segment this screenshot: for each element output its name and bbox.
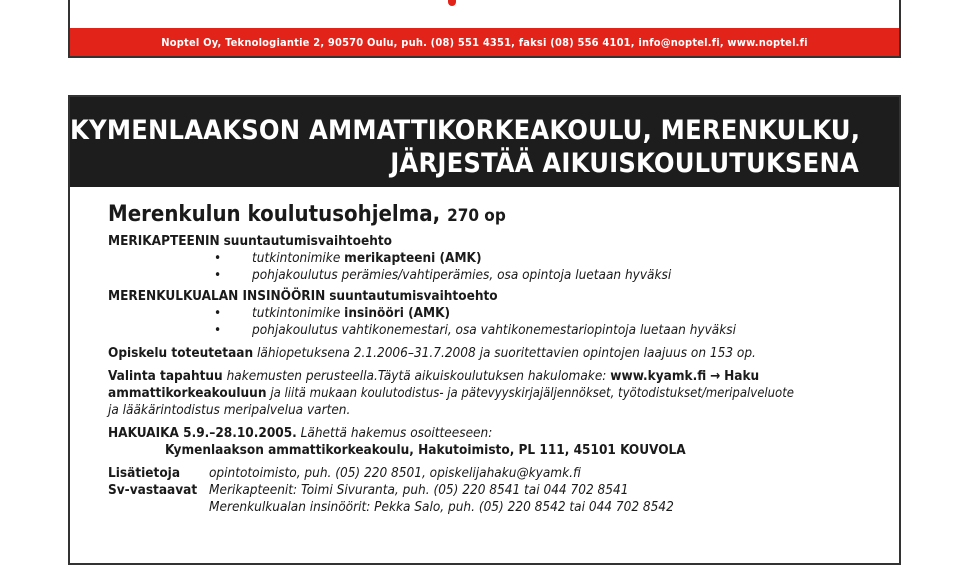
bullet-icon: • xyxy=(214,305,222,321)
captain-prerequisite-item: • pohjakoulutus perämies/vahtiperämies, osa opintoja luetaan hyväksi xyxy=(214,267,672,283)
headline-line-2: JÄRJESTÄÄ AIKUISKOULUTUKSENA xyxy=(390,148,859,179)
application-address: Kymenlaakson ammattikorkeakoulu, Hakutoimisto, PL 111, 45101 KOUVOLA xyxy=(165,442,686,458)
contact-info xyxy=(108,465,879,516)
contact-row: Merenkulkualan insinöörit: Pekka Salo, puh. (05) 220 8542 tai 044 702 8542 xyxy=(209,499,674,515)
arrow-right-icon: → xyxy=(710,368,721,384)
contact-row: Sv-vastaavat Merikapteenit: Toimi Sivuranta, puh. (05) 220 8541 tai 044 702 8541 xyxy=(108,482,629,498)
program-credits: 270 op xyxy=(447,206,506,226)
application-info: HAKUAIKA 5.9.–28.10.2005. Lähettä hakemus osoitteeseen: Kymenlaakson ammattikorkeakoulu, Hakutoimisto, PL 111, 45101 KOUVOLA xyxy=(108,425,879,459)
top-advertisement xyxy=(68,0,901,58)
kyamk-advertisement xyxy=(68,95,901,565)
engineer-track-heading xyxy=(108,288,879,305)
study-info: Opiskelu toteutetaan lähiopetuksena 2.1.2006–31.7.2008 ja suoritettavien opintojen laajuus on 153 op. xyxy=(108,345,756,361)
engineer-degree-item: • tutkintonimike insinööri (AMK) xyxy=(214,305,451,321)
bullet-icon: • xyxy=(214,322,222,338)
captain-track-heading xyxy=(108,233,879,250)
engineer-prerequisite-item: • pohjakoulutus vahtikonemestari, osa vahtikonemestariopintoja luetaan hyväksi xyxy=(214,322,736,338)
engineer-track-bold: MERENKULKUALAN INSINÖÖRIN xyxy=(108,288,326,304)
captain-track-bold: MERIKAPTEENIN xyxy=(108,233,220,249)
captain-track-rest: suuntautumisvaihtoehto xyxy=(223,233,393,249)
top-ad-logo-remnant xyxy=(448,0,456,6)
top-ad-contact-line: Noptel Oy, Teknologiantie 2, 90570 Oulu, puh. (08) 551 4351, faksi (08) 556 4101, info@noptel.fi, www.noptel.fi xyxy=(161,35,808,49)
bullet-icon: • xyxy=(214,267,222,283)
bullet-icon: • xyxy=(214,250,222,266)
program-name: Merenkulun koulutusohjelma, xyxy=(108,202,441,227)
headline-line-1: KYMENLAAKSON AMMATTIKORKEAKOULU, MERENKULKU, xyxy=(70,115,861,146)
selection-info: Valinta tapahtuu hakemusten perusteella.Täytä aikuiskoulutuksen hakulomake: www.kyamk.fi → Haku ammattikorkeakouluun ja liitä mukaan koulutodistus- ja pätevyyskirjajäljennökset, työtodistukset/meripalveluote ja lääkärintodistus meripalvelua varten. xyxy=(108,368,794,418)
website-link[interactable]: www.kyamk.fi xyxy=(610,368,707,384)
contact-row: Lisätietoja opintotoimisto, puh. (05) 220 8501, opiskelijahaku@kyamk.fi xyxy=(108,465,581,481)
top-ad-contact-band xyxy=(70,28,899,56)
headline-banner xyxy=(70,97,899,187)
ad-content xyxy=(108,202,879,516)
engineer-track-rest: suuntautumisvaihtoehto xyxy=(329,288,498,304)
program-title xyxy=(108,202,879,229)
captain-degree-item: • tutkintonimike merikapteeni (AMK) xyxy=(214,250,482,266)
